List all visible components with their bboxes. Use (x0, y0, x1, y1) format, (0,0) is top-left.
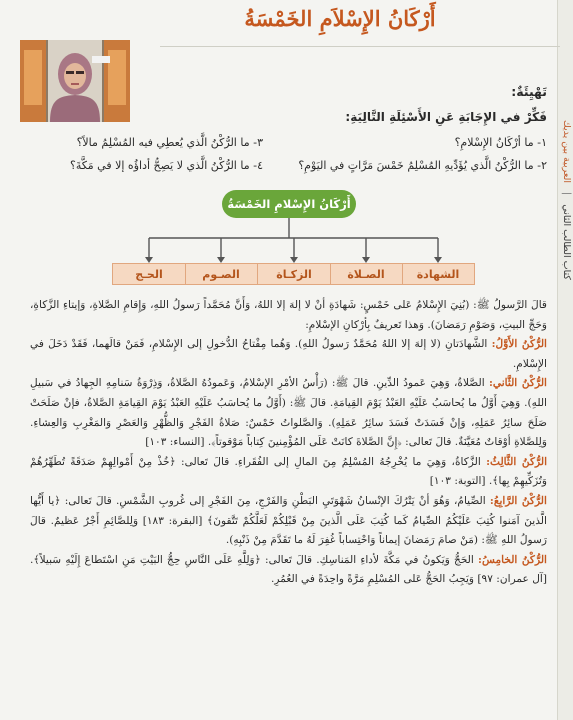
page-title: أَرْكَانُ الإِسْلاَمِ الخَمْسَةُ (244, 6, 436, 31)
paragraph-intro-text: قالَ الرَّسولُ ﷺ: (بُنِيَ الإِسْلامُ عَلى خَمْسٍ: شَهادَةِ أنْ لا إلهَ إلا اللهُ، وَأَنَّ مُحَمَّداً رَسولُ اللهِ، وَإِقامِ الصَّلاةِ، وَإيتاءِ الزَّكاةِ، وَحَجِّ البيتِ، وَصَوْمِ رَمَضانَ). وَهذا تَعريفٌ بِأرْكانِ الإسْلامِ: (30, 299, 547, 331)
leaf-hajj: الحـج (112, 263, 186, 285)
question-1: ١- ما أرْكَانُ الإِسْلامِ؟ (454, 136, 547, 149)
leaf-sawm: الصـوم (184, 263, 258, 285)
question-4: ٤- ما الرُّكْنُ الَّذي لا يَصِحُّ أداؤُه إلا في مَكَّةَ؟ (69, 159, 263, 172)
intro-heading: تَهْيِئَةٌ: (511, 84, 547, 99)
pillar-2-label: الرُّكْنُ الثَّاني: (488, 377, 547, 390)
paragraph-pillar-4 (30, 492, 547, 551)
pillar-1-text: الشَّهادَتانِ (لا إلهَ إلا اللهُ مُحَمَّدٌ رَسولُ اللهِ). وَهُما مِفْتاحُ الدُّخولِ إلى الإِسْلامِ، فَمَنْ قالَهما، فَقَدْ دَخَلَ في الإِسْلامِ. (30, 338, 547, 370)
side-book-label: كتاب الطالب الثاني (561, 204, 572, 280)
presenter-video[interactable] (20, 40, 130, 122)
pillar-2-text: الصَّلاةُ، وَهِيَ عَمودُ الدِّينِ. قالَ ﷺ: (رَأْسُ الأمْرِ الإسْلامُ، وَعَمودُهُ الصَّلاةُ، وَذِرْوَةُ سَنامِهِ الجِهادُ في سَبيلِ اللهِ). وَهِيَ أَوَّلُ ما يُحاسَبُ عَلَيْهِ العَبْدُ يَوْمَ القِيامَةِ. قالَ ﷺ: (أَوَّلُ ما يُحاسَبُ عَلَيْهِ العَبْدُ يَوْمَ القِيامَةِ الصَّلاةُ، فإنْ صَلَحَتْ صَلَحَ سائِرُ عَمَلِهِ، وَإنْ فَسَدَتْ فَسَدَ سائِرُ عَمَلِهِ). وَالصَّلواتُ خَمْسٌ: صَلاةُ الفَجْرِ وَالظُّهْرِ وَالعَصْرِ وَالمَغْرِبِ وَالعِشاءِ. وَلِلصَّلاةِ أوْقاتٌ مُعَيَّنَةٌ. قالَ تَعالى: ﴿إِنَّ الصَّلاةَ كانَتْ عَلَى المُؤْمِنينَ كِتاباً مَوْقوتاً﴾. [النساء: ١٠٣] (30, 377, 547, 449)
paragraph-pillar-5 (30, 551, 547, 590)
pillar-1-label: الرُّكْنُ الأَوَّلُ: (491, 338, 548, 351)
side-separator: | (561, 192, 572, 196)
paragraph-pillar-1 (30, 335, 547, 374)
title-divider (160, 46, 560, 47)
paragraph-pillar-2 (30, 374, 547, 452)
paragraph-intro (30, 296, 547, 335)
pillar-3-text: الزَّكاةُ، وَهِيَ ما يُخْرِجُهُ المُسْلِمُ مِنَ المالِ إلى الفُقَراءِ. قالَ تَعالى: ﴿خُذْ مِنْ أَمْوالِهِمْ صَدَقَةً تُطَهِّرُهُمْ وَتُزَكِّيهِمْ بِها﴾. [التوبة: ١٠٣] (30, 455, 547, 488)
pillar-4-label: الرُّكْنُ الرَّابِعُ: (489, 494, 547, 507)
diagram-root: أَرْكَانُ الإِسْلامِ الخَمْسَةُ (222, 190, 356, 218)
pillars-diagram (0, 180, 573, 290)
pillar-4-text: الصِّيامُ، وَهُوَ أنْ يَتْرُكَ الإنْسانُ شَهْوَتَيِ البَطْنِ وَالفَرْجِ، مِنَ الفَجْرِ إلى غُروبِ الشَّمْسِ. قالَ تَعالى: ﴿يا أَيُّها الَّذينَ آمَنوا كُتِبَ عَلَيْكُمُ الصِّيامُ كَما كُتِبَ عَلَى الَّذينَ مِنْ قَبْلِكُمْ لَعَلَّكُمْ تَتَّقونَ﴾ [البقرة: ١٨٣] وَلِلصَّائِمِ أَجْرٌ عَظيمٌ. قالَ رَسولُ اللهِ ﷺ: (مَنْ صامَ رَمَضانَ إيماناً وَاحْتِساباً غُفِرَ لَهُ ما تَقَدَّمَ مِنْ ذَنْبِهِ). (30, 494, 547, 547)
leaf-shahada: الشهادة (401, 263, 475, 285)
side-strip (557, 0, 573, 720)
question-2: ٢- ما الرُّكْنُ الَّذي يُؤَدِّيهِ المُسْلِمُ خَمْسَ مَرَّاتٍ في اليَوْمِ؟ (298, 159, 547, 172)
leaf-zakah: الزكـاة (257, 263, 331, 285)
pillar-3-label: الرُّكْنُ الثَّالِثُ: (486, 455, 548, 468)
think-heading: فَكِّرْ في الإِجَابَةِ عَنِ الأَسْئِلَةِ التَّالِيَةِ: (345, 110, 547, 124)
leaf-salah: الصـلاة (329, 263, 403, 285)
pillar-5-label: الرُّكْنُ الخامِسُ: (478, 553, 547, 566)
lesson-body (30, 296, 547, 590)
presenter-video-frame (20, 40, 130, 122)
side-series-label: العربية بين يديك (561, 120, 572, 184)
pillar-5-text: الحَجُّ وَيَكونُ في مَكَّةَ لأداءِ المَناسِكِ. قالَ تَعالى: ﴿وَلِلَّهِ عَلَى النَّاسِ حِجُّ البَيْتِ مَنِ اسْتَطاعَ إِلَيْهِ سَبيلاً﴾. [آل عمران: ٩٧] وَيَجِبُ الحَجُّ عَلى المُسْلِمِ مَرَّةً واحِدَةً في العُمُرِ. (30, 553, 547, 586)
question-3: ٣- ما الرُّكْنُ الَّذي يُعطِي فيه المُسْلِمُ مالاً؟ (76, 136, 263, 149)
paragraph-pillar-3 (30, 453, 547, 492)
